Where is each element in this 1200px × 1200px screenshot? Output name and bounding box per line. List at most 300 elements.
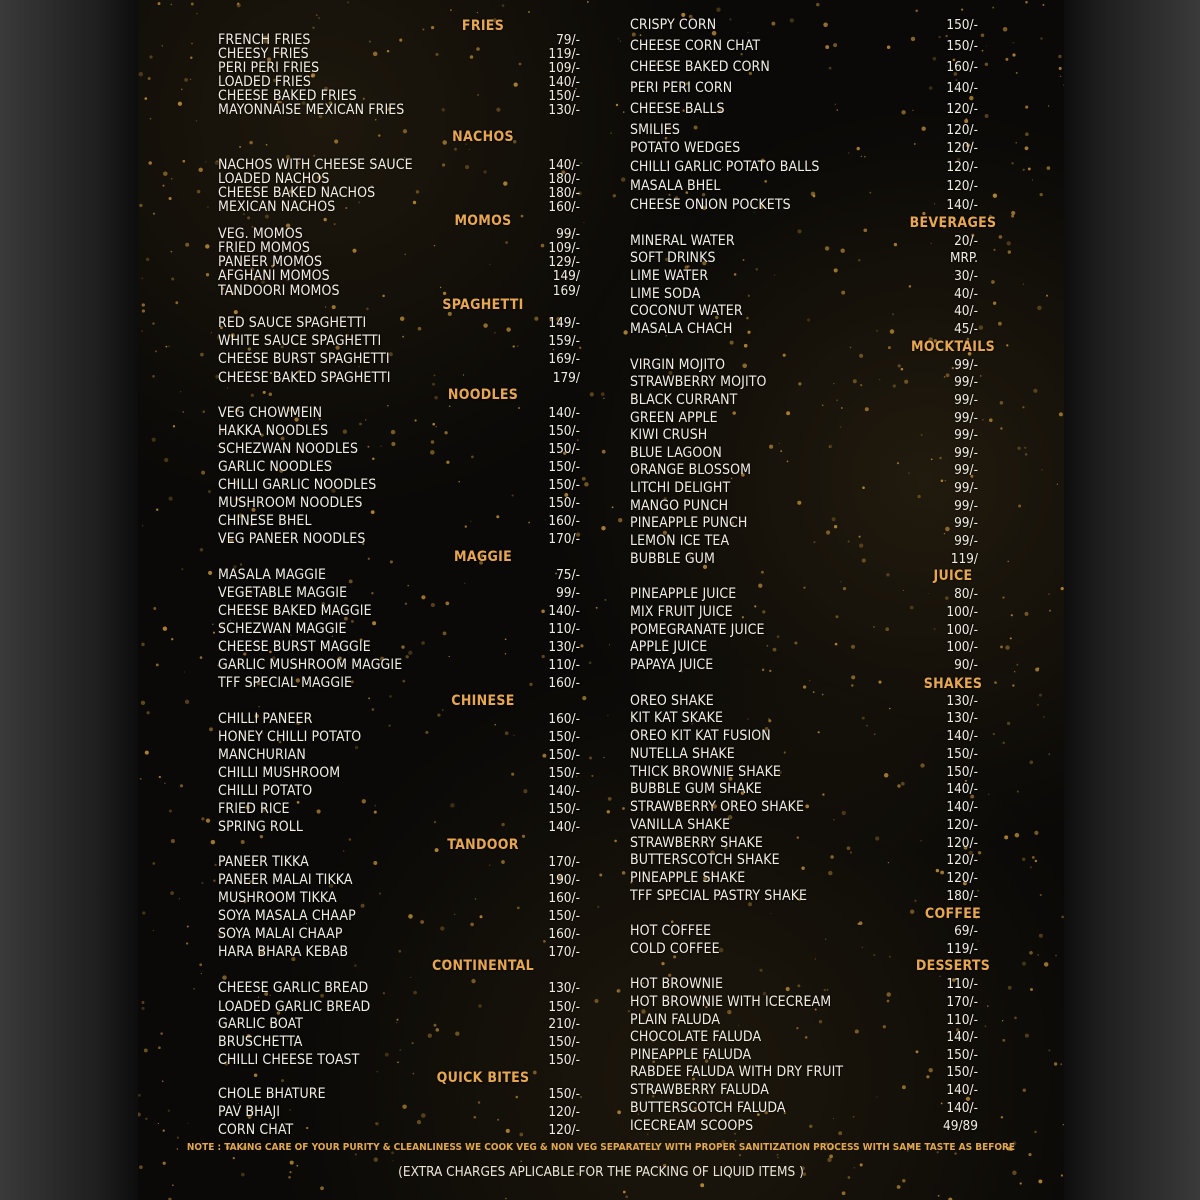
menu-item-price: 170/-: [548, 531, 580, 547]
menu-item-price: 99/-: [954, 498, 978, 514]
menu-item-name: GARLIC NOODLES: [218, 459, 332, 475]
section-heading-mocktails: MOCKTAILS: [911, 339, 995, 355]
menu-item: [218, 801, 580, 817]
menu-item-price: 130/-: [548, 639, 580, 655]
menu-item: [218, 513, 580, 529]
menu-item-price: 150/-: [548, 1052, 580, 1068]
menu-item-name: FRIED RICE: [218, 801, 290, 817]
menu-item-name: NUTELLA SHAKE: [630, 746, 735, 762]
menu-item-name: STRAWBERRY SHAKE: [630, 835, 763, 851]
menu-item-name: PERI PERI CORN: [630, 80, 733, 96]
menu-item-price: 69/-: [954, 923, 978, 939]
section-heading-tandoor: TANDOOR: [447, 837, 519, 853]
menu-item: [218, 315, 580, 331]
menu-item-price: 150/-: [548, 999, 580, 1015]
menu-item-price: 150/-: [946, 746, 978, 762]
menu-item: [218, 980, 580, 996]
menu-item: [630, 268, 978, 284]
menu-item-name: CHILLI POTATO: [218, 783, 313, 799]
menu-item: [218, 926, 580, 942]
menu-item-price: 130/-: [548, 102, 580, 118]
menu-item-name: CHEESE GARLIC BREAD: [218, 980, 369, 996]
menu-item-price: 120/-: [548, 1122, 580, 1138]
menu-item: [218, 729, 580, 745]
menu-item: [218, 333, 580, 349]
menu-item-price: 99/-: [954, 374, 978, 390]
menu-item-name: MANGO PUNCH: [630, 498, 729, 514]
menu-item: [630, 746, 978, 762]
menu-item-name: BUTTERSCOTCH FALUDA: [630, 1100, 786, 1116]
menu-item: [218, 268, 580, 284]
menu-item-price: 120/-: [946, 122, 978, 138]
footer-extra-charges: (EXTRA CHARGES APLICABLE FOR THE PACKING OF LIQUID ITEMS ): [398, 1164, 804, 1180]
section-heading-spaghetti: SPAGHETTI: [442, 297, 524, 313]
menu-item-name: SCHEZWAN MAGGIE: [218, 621, 347, 637]
menu-item: [630, 17, 978, 33]
menu-item: [630, 994, 978, 1010]
menu-item: [630, 197, 978, 213]
menu-item-name: MINERAL WATER: [630, 233, 735, 249]
menu-item: [630, 321, 978, 337]
menu-item-name: MUSHROOM TIKKA: [218, 890, 337, 906]
menu-item: [630, 728, 978, 744]
menu-item-name: CRISPY CORN: [630, 17, 717, 33]
menu-item-name: VIRGIN MOJITO: [630, 357, 726, 373]
menu-item-name: BUBBLE GUM: [630, 551, 715, 567]
menu-item: [218, 783, 580, 799]
menu-item-name: MIX FRUIT JUICE: [630, 604, 733, 620]
menu-item-name: WHITE SAUCE SPAGHETTI: [218, 333, 382, 349]
menu-item-price: 160/-: [548, 926, 580, 942]
section-heading-chinese: CHINESE: [451, 693, 515, 709]
menu-item-price: 210/-: [548, 1016, 580, 1032]
menu-item-name: BLUE LAGOON: [630, 445, 722, 461]
section-heading-coffee: COFFEE: [924, 906, 982, 922]
menu-item-name: TANDOORI MOMOS: [218, 283, 340, 299]
menu-item-name: CHEESE BALLS: [630, 101, 725, 117]
menu-item-name: PINEAPPLE FALUDA: [630, 1047, 752, 1063]
menu-item-name: VEG CHOWMEIN: [218, 405, 323, 421]
menu-item: [218, 1104, 580, 1120]
menu-item-price: 150/-: [548, 747, 580, 763]
menu-item-price: 170/-: [946, 994, 978, 1010]
menu-item-name: LOADED GARLIC BREAD: [218, 999, 371, 1015]
menu-item-name: CORN CHAT: [218, 1122, 294, 1138]
menu-item-price: 120/-: [946, 101, 978, 117]
menu-item-price: 119/: [950, 551, 978, 567]
section-heading-maggie: MAGGIE: [453, 549, 513, 565]
menu-item: [218, 657, 580, 673]
menu-item-price: 120/-: [548, 1104, 580, 1120]
menu-item-price: 170/-: [548, 854, 580, 870]
menu-item-price: 150/-: [548, 495, 580, 511]
menu-card: [138, 0, 1064, 1200]
menu-item-name: BLACK CURRANT: [630, 392, 738, 408]
menu-item: [630, 122, 978, 138]
menu-item-name: BRUSCHETTA: [218, 1034, 303, 1050]
menu-item-name: BUBBLE GUM SHAKE: [630, 781, 762, 797]
menu-item-name: SOFT DRINKS: [630, 250, 716, 266]
menu-item-price: 40/-: [954, 286, 978, 302]
menu-item-name: CHEESE BURST MAGGIE: [218, 639, 371, 655]
menu-item: [218, 908, 580, 924]
menu-item-name: CHEESE BAKED MAGGIE: [218, 603, 372, 619]
menu-item-price: 100/-: [946, 639, 978, 655]
menu-item: [630, 59, 978, 75]
menu-item-price: 80/-: [954, 586, 978, 602]
menu-item-price: 110/-: [548, 621, 580, 637]
menu-item: [218, 441, 580, 457]
menu-item-price: 140/-: [946, 1100, 978, 1116]
menu-item: [630, 1047, 978, 1063]
menu-item-name: PANEER MOMOS: [218, 254, 323, 270]
menu-item-price: 160/-: [548, 711, 580, 727]
menu-item-name: CHILLI GARLIC POTATO BALLS: [630, 159, 820, 175]
menu-item-name: LIME SODA: [630, 286, 701, 302]
menu-item-price: 40/-: [954, 303, 978, 319]
menu-item: [630, 410, 978, 426]
menu-item: [630, 1100, 978, 1116]
menu-item-price: 49/89: [943, 1118, 978, 1134]
menu-item: [630, 498, 978, 514]
menu-item-name: TFF SPECIAL PASTRY SHAKE: [630, 888, 808, 904]
menu-item-name: HAKKA NOODLES: [218, 423, 329, 439]
section-heading-desserts: DESSERTS: [915, 958, 991, 974]
menu-item: [630, 1082, 978, 1098]
menu-item-price: 120/-: [946, 817, 978, 833]
menu-item-name: KIWI CRUSH: [630, 427, 708, 443]
menu-item-price: 150/-: [548, 729, 580, 745]
menu-item-price: 99/-: [556, 226, 580, 242]
menu-item: [218, 890, 580, 906]
menu-item-price: 150/-: [548, 88, 580, 104]
menu-item-name: MASALA MAGGIE: [218, 567, 327, 583]
menu-item-price: 140/-: [946, 1082, 978, 1098]
menu-item: [218, 1052, 580, 1068]
menu-item-price: 140/-: [946, 799, 978, 815]
menu-item: [218, 819, 580, 835]
menu-item-name: APPLE JUICE: [630, 639, 708, 655]
menu-item-name: PAPAYA JUICE: [630, 657, 714, 673]
section-heading-juice: JUICE: [933, 568, 973, 584]
menu-item-price: 99/-: [954, 427, 978, 443]
menu-item-name: BUTTERSCOTCH SHAKE: [630, 852, 780, 868]
menu-item: [630, 639, 978, 655]
menu-item-name: CHOLE BHATURE: [218, 1086, 326, 1102]
menu-item: [630, 38, 978, 54]
menu-item-price: 150/-: [548, 459, 580, 475]
menu-item: [218, 495, 580, 511]
menu-item-name: CHEESY FRIES: [218, 46, 309, 62]
menu-item-name: PINEAPPLE PUNCH: [630, 515, 748, 531]
menu-item-name: CHILLI PANEER: [218, 711, 313, 727]
menu-item-price: 119/-: [548, 46, 580, 62]
menu-item-name: CHOCOLATE FALUDA: [630, 1029, 762, 1045]
section-heading-noodles: NOODLES: [447, 387, 519, 403]
menu-item: [218, 531, 580, 547]
menu-item-price: 99/-: [954, 533, 978, 549]
menu-item-price: 99/-: [954, 392, 978, 408]
menu-item-name: LITCHI DELIGHT: [630, 480, 731, 496]
menu-item: [630, 480, 978, 496]
menu-item-price: 160/-: [548, 513, 580, 529]
menu-item-price: 20/-: [954, 233, 978, 249]
menu-item-name: GREEN APPLE: [630, 410, 718, 426]
menu-item: [218, 283, 580, 299]
menu-item: [218, 999, 580, 1015]
menu-item: [630, 764, 978, 780]
menu-item: [630, 233, 978, 249]
menu-item: [630, 799, 978, 815]
menu-item-price: 99/-: [954, 357, 978, 373]
menu-item-name: HARA BHARA KEBAB: [218, 944, 349, 960]
menu-item-name: PAV BHAJI: [218, 1104, 281, 1120]
menu-item: [630, 817, 978, 833]
menu-item-price: 169/-: [548, 351, 580, 367]
menu-item-price: 99/-: [954, 462, 978, 478]
menu-item-price: 150/-: [548, 441, 580, 457]
menu-item-price: 110/-: [548, 657, 580, 673]
menu-item-price: 150/-: [548, 423, 580, 439]
menu-item-price: 99/-: [954, 480, 978, 496]
menu-item-name: MEXICAN NACHOS: [218, 199, 336, 215]
menu-item-price: 30/-: [954, 268, 978, 284]
menu-item-price: 140/-: [946, 197, 978, 213]
menu-item-price: 140/-: [548, 603, 580, 619]
menu-item: [218, 477, 580, 493]
menu-item: [218, 765, 580, 781]
menu-item: [218, 370, 580, 386]
menu-item: [630, 515, 978, 531]
menu-item: [630, 781, 978, 797]
menu-item-name: CHILLI CHEESE TOAST: [218, 1052, 360, 1068]
menu-item-price: 129/-: [548, 254, 580, 270]
menu-item-price: 99/-: [556, 585, 580, 601]
menu-item: [218, 423, 580, 439]
menu-item: [630, 1064, 978, 1080]
menu-item: [630, 462, 978, 478]
menu-item-name: MUSHROOM NOODLES: [218, 495, 363, 511]
menu-item: [630, 303, 978, 319]
menu-item-name: CHEESE BAKED CORN: [630, 59, 770, 75]
section-heading-fries: FRIES: [461, 18, 505, 34]
menu-item: [218, 639, 580, 655]
menu-item-price: 140/-: [946, 80, 978, 96]
menu-item-price: 109/-: [548, 240, 580, 256]
menu-item-price: 109/-: [548, 60, 580, 76]
menu-item-price: 150/-: [548, 801, 580, 817]
menu-item: [218, 1034, 580, 1050]
menu-item: [218, 675, 580, 691]
menu-item-name: FRIED MOMOS: [218, 240, 311, 256]
menu-item-price: 140/-: [548, 157, 580, 173]
menu-item: [630, 976, 978, 992]
menu-item-price: 179/: [552, 370, 580, 386]
menu-item: [630, 392, 978, 408]
menu-item: [630, 374, 978, 390]
menu-item-name: HOT BROWNIE WITH ICECREAM: [630, 994, 832, 1010]
menu-item: [630, 140, 978, 156]
menu-item-price: 150/-: [548, 765, 580, 781]
menu-item-name: OREO KIT KAT FUSION: [630, 728, 771, 744]
menu-item-price: 180/-: [548, 185, 580, 201]
menu-item-name: STRAWBERRY MOJITO: [630, 374, 767, 390]
menu-item-price: 140/-: [548, 783, 580, 799]
menu-item-price: 79/-: [556, 32, 580, 48]
menu-item-price: 160/-: [548, 199, 580, 215]
menu-item: [630, 586, 978, 602]
menu-item: [218, 405, 580, 421]
menu-item: [218, 351, 580, 367]
menu-item-price: 130/-: [946, 710, 978, 726]
menu-item-price: 150/-: [946, 38, 978, 54]
menu-item-price: 120/-: [946, 159, 978, 175]
menu-item-name: PANEER TIKKA: [218, 854, 309, 870]
menu-item-price: 149/-: [548, 315, 580, 331]
menu-item: [218, 872, 580, 888]
menu-item: [218, 199, 580, 215]
menu-item-name: CHEESE BAKED SPAGHETTI: [218, 370, 391, 386]
menu-item-name: CHEESE BAKED FRIES: [218, 88, 357, 104]
menu-item-price: 190/-: [548, 872, 580, 888]
menu-item-price: 150/-: [946, 764, 978, 780]
menu-item-price: 140/-: [946, 728, 978, 744]
menu-item: [630, 710, 978, 726]
section-heading-shakes: SHAKES: [923, 676, 983, 692]
menu-item-name: STRAWBERRY OREO SHAKE: [630, 799, 804, 815]
menu-item-name: HOT BROWNIE: [630, 976, 724, 992]
menu-item-price: 150/-: [548, 1034, 580, 1050]
menu-item-name: STRAWBERRY FALUDA: [630, 1082, 769, 1098]
menu-item: [630, 622, 978, 638]
section-heading-continental: CONTINENTAL: [431, 958, 535, 974]
menu-item-name: GARLIC BOAT: [218, 1016, 304, 1032]
menu-item-price: 110/-: [946, 976, 978, 992]
menu-item-name: POTATO WEDGES: [630, 140, 741, 156]
menu-item-name: SOYA MASALA CHAAP: [218, 908, 356, 924]
menu-item-name: CHEESE ONION POCKETS: [630, 197, 791, 213]
menu-item-name: RABDEE FALUDA WITH DRY FRUIT: [630, 1064, 844, 1080]
menu-item: [630, 286, 978, 302]
menu-item: [630, 178, 978, 194]
menu-item-name: COCONUT WATER: [630, 303, 743, 319]
menu-item-name: LOADED NACHOS: [218, 171, 330, 187]
menu-item-price: 45/-: [954, 321, 978, 337]
menu-item-price: 180/-: [548, 171, 580, 187]
menu-item-name: FRENCH FRIES: [218, 32, 311, 48]
menu-item-name: SCHEZWAN NOODLES: [218, 441, 359, 457]
menu-item-price: 150/-: [946, 1064, 978, 1080]
menu-item: [218, 1122, 580, 1138]
menu-item-price: 180/-: [946, 888, 978, 904]
menu-item: [218, 1086, 580, 1102]
section-heading-momos: MOMOS: [454, 213, 512, 229]
menu-item: [218, 459, 580, 475]
menu-item-price: 169/: [552, 283, 580, 299]
menu-item: [630, 657, 978, 673]
menu-item-name: MANCHURIAN: [218, 747, 306, 763]
menu-item-name: VEG. MOMOS: [218, 226, 303, 242]
menu-item: [630, 888, 978, 904]
menu-item-price: 99/-: [954, 445, 978, 461]
section-heading-quick-bites: QUICK BITES: [436, 1070, 530, 1086]
menu-item: [630, 941, 978, 957]
menu-item: [630, 835, 978, 851]
menu-item-price: 140/-: [548, 405, 580, 421]
menu-item: [630, 427, 978, 443]
menu-item-price: 110/-: [946, 1012, 978, 1028]
menu-item-price: 150/-: [548, 1086, 580, 1102]
menu-item-price: 150/-: [946, 1047, 978, 1063]
menu-item-price: 100/-: [946, 622, 978, 638]
menu-item: [630, 159, 978, 175]
footer-note: NOTE : TAKING CARE OF YOUR PURITY & CLEANLINESS WE COOK VEG & NON VEG SEPARATELY WITH PROPER SANITIZATION PROCESS WITH SAME TASTE AS BEFORE: [186, 1142, 1016, 1153]
menu-item-name: HONEY CHILLI POTATO: [218, 729, 362, 745]
menu-item-price: 160/-: [946, 59, 978, 75]
menu-item: [218, 621, 580, 637]
menu-item-price: 120/-: [946, 178, 978, 194]
menu-item-name: LOADED FRIES: [218, 74, 312, 90]
menu-item: [218, 854, 580, 870]
menu-item: [630, 551, 978, 567]
section-heading-beverages: BEVERAGES: [909, 215, 997, 231]
menu-item-name: CHINESE BHEL: [218, 513, 312, 529]
menu-item-name: SMILIES: [630, 122, 680, 138]
menu-item: [218, 102, 580, 118]
menu-item-price: 160/-: [548, 675, 580, 691]
menu-item: [630, 357, 978, 373]
menu-item-name: VANILLA SHAKE: [630, 817, 731, 833]
menu-item-name: CHEESE CORN CHAT: [630, 38, 761, 54]
menu-item: [630, 445, 978, 461]
menu-item-name: CHEESE BAKED NACHOS: [218, 185, 376, 201]
menu-item-price: 140/-: [946, 781, 978, 797]
menu-item-name: KIT KAT SKAKE: [630, 710, 724, 726]
menu-item: [630, 852, 978, 868]
menu-item-name: VEG PANEER NOODLES: [218, 531, 366, 547]
menu-item-price: 140/-: [548, 74, 580, 90]
menu-item-price: 159/-: [548, 333, 580, 349]
menu-item-name: HOT COFFEE: [630, 923, 712, 939]
menu-item: [630, 693, 978, 709]
menu-item-name: SPRING ROLL: [218, 819, 304, 835]
menu-item: [630, 1029, 978, 1045]
menu-item: [630, 923, 978, 939]
menu-item: [218, 711, 580, 727]
menu-item-price: 99/-: [954, 515, 978, 531]
menu-item-price: 140/-: [548, 819, 580, 835]
menu-item: [630, 533, 978, 549]
menu-item-price: 90/-: [954, 657, 978, 673]
menu-item-name: RED SAUCE SPAGHETTI: [218, 315, 367, 331]
menu-item: [630, 870, 978, 886]
menu-item: [218, 1016, 580, 1032]
menu-item: [218, 747, 580, 763]
menu-item-price: 150/-: [548, 477, 580, 493]
menu-item-price: 120/-: [946, 140, 978, 156]
menu-item-price: 119/-: [946, 941, 978, 957]
menu-item-name: MASALA CHACH: [630, 321, 733, 337]
menu-item-name: COLD COFFEE: [630, 941, 720, 957]
menu-item-name: PINEAPPLE SHAKE: [630, 870, 746, 886]
menu-item-name: PANEER MALAI TIKKA: [218, 872, 353, 888]
menu-item-price: 170/-: [548, 944, 580, 960]
menu-item-price: 75/-: [556, 567, 580, 583]
menu-item-name: LEMON ICE TEA: [630, 533, 730, 549]
menu-item-price: 99/-: [954, 410, 978, 426]
menu-item-price: 130/-: [548, 980, 580, 996]
menu-item-price: 130/-: [946, 693, 978, 709]
